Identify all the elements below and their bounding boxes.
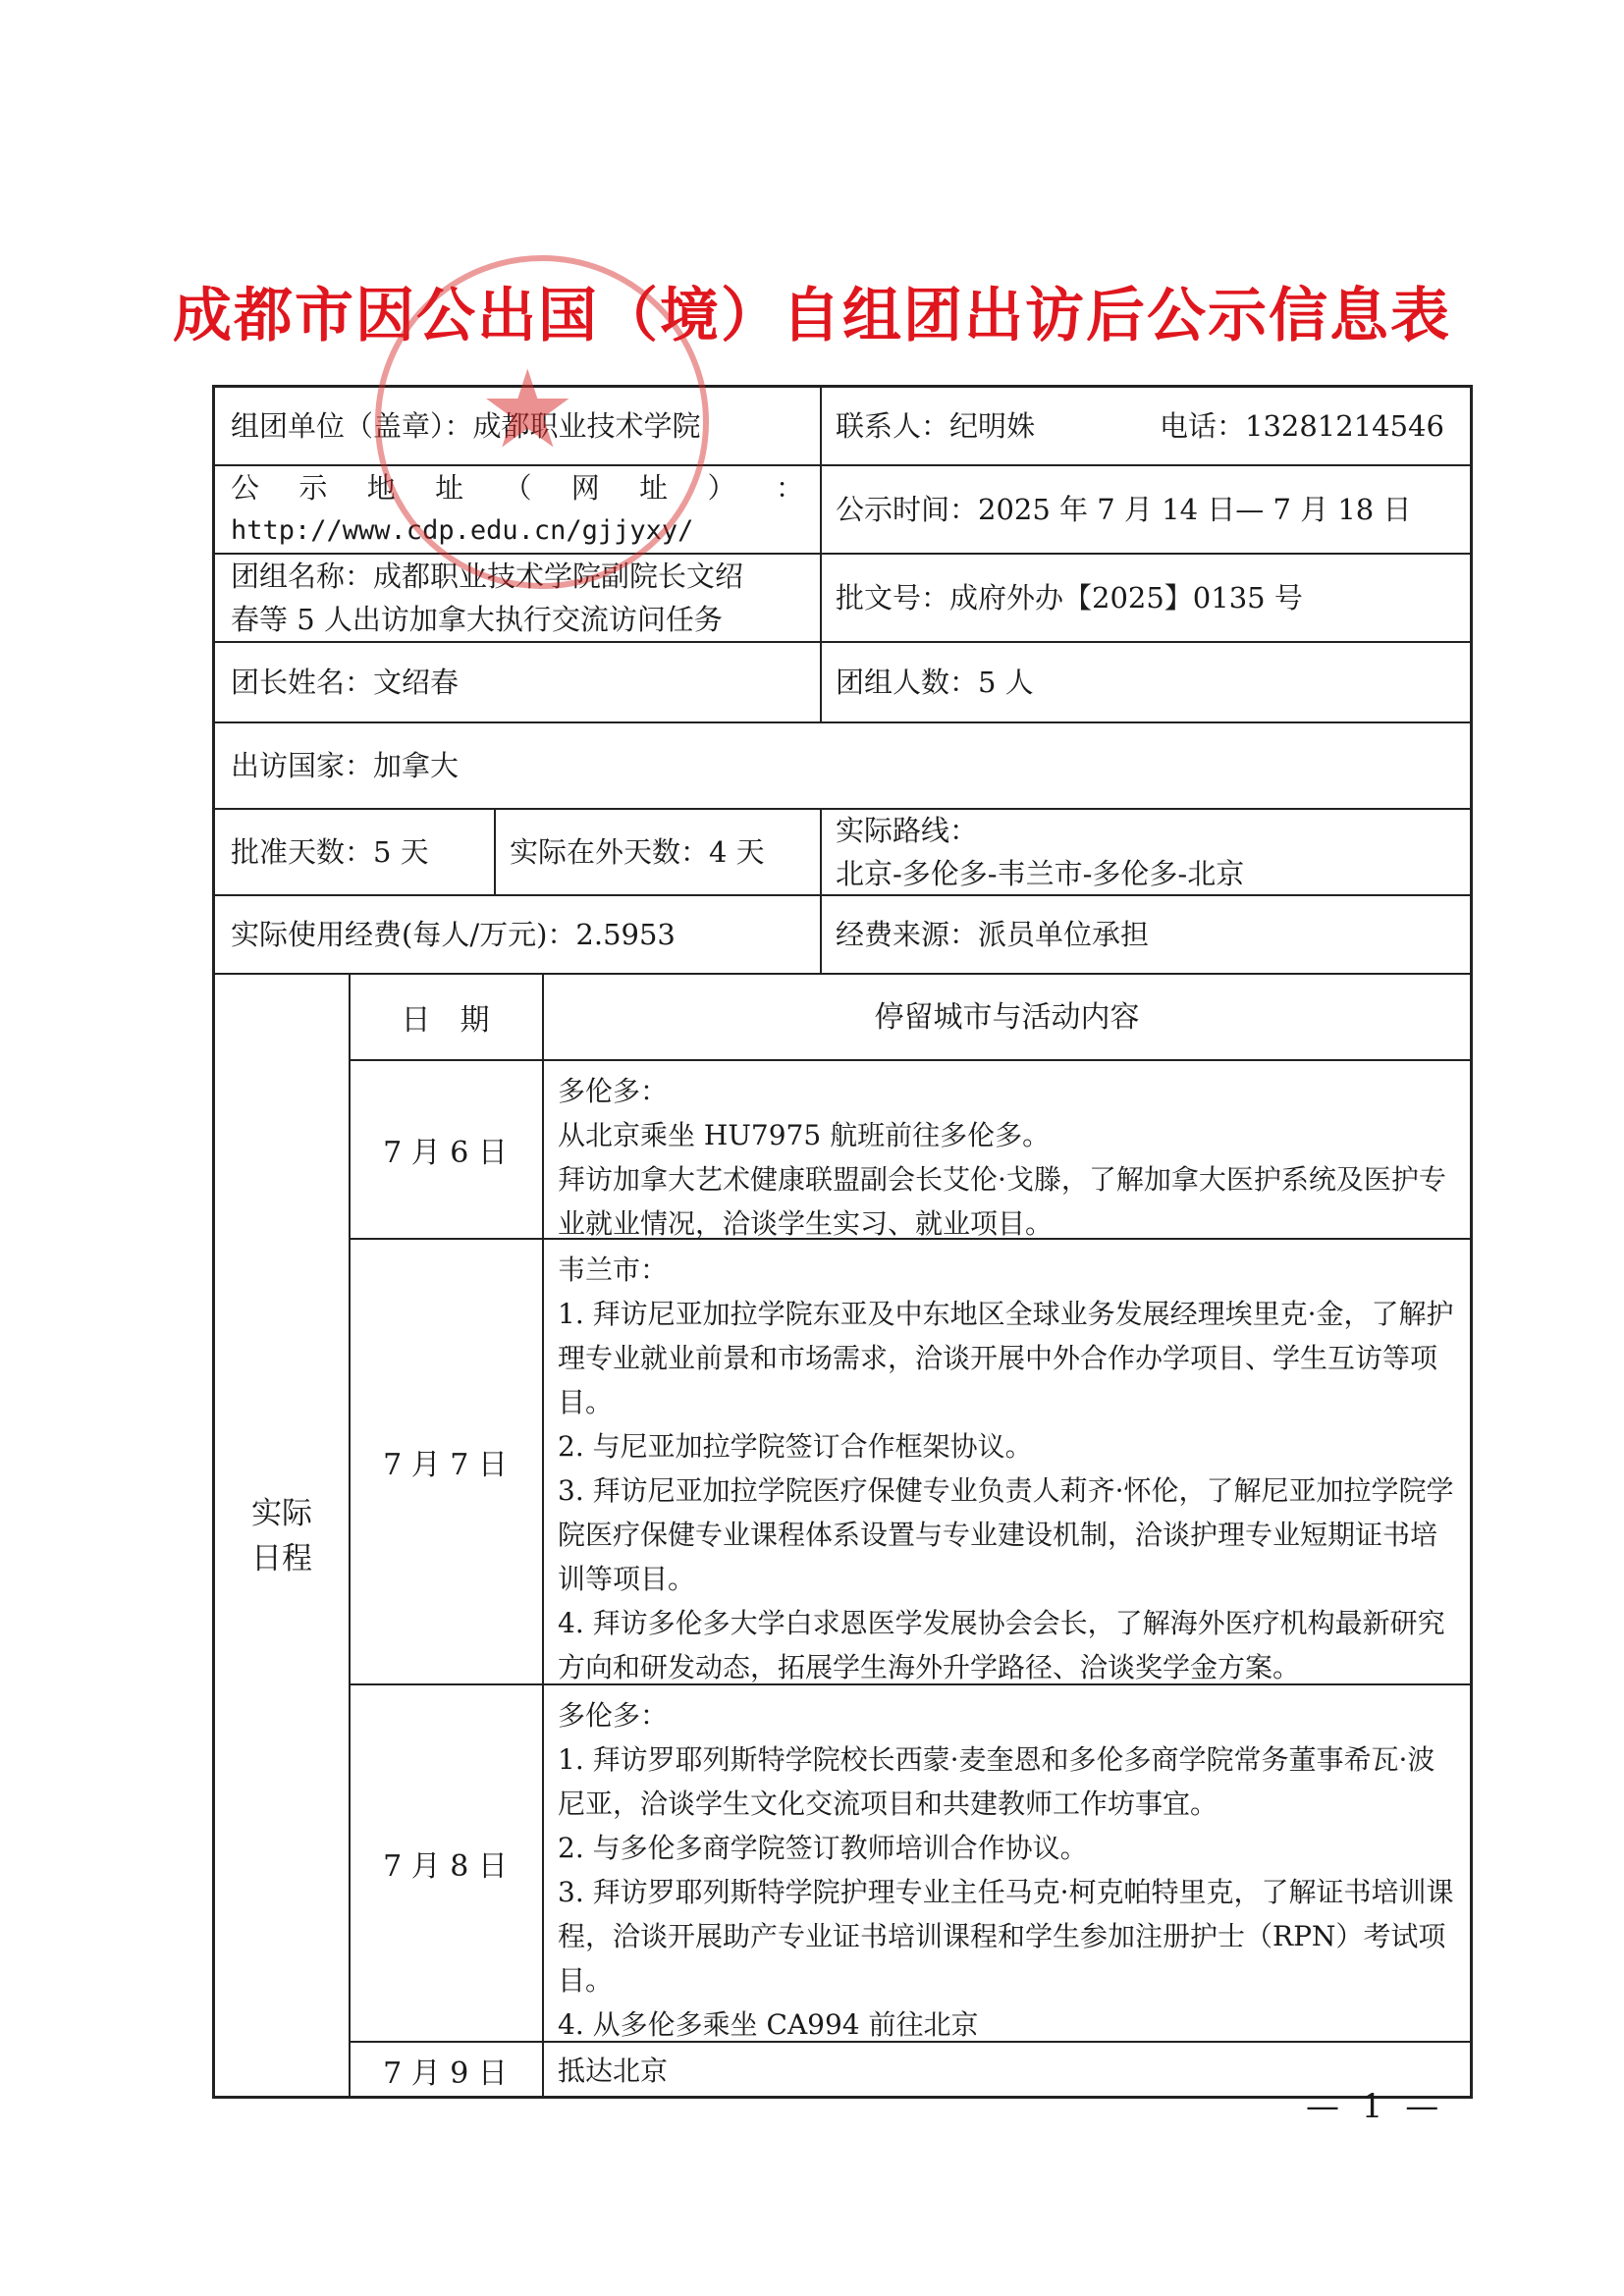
org-cell: 组团单位（盖章）：成都职业技术学院	[231, 409, 701, 443]
row-group	[215, 553, 1470, 641]
row-days	[215, 808, 1470, 894]
route-value: 北京-多伦多-韦兰市-多伦多-北京	[836, 857, 1245, 890]
official-seal	[375, 255, 709, 589]
funding-cell: 经费来源：派员单位承担	[836, 918, 1150, 951]
phone-cell: 电话：13281214546	[1160, 409, 1444, 443]
schedule-block	[215, 973, 1470, 2096]
header-content: 停留城市与活动内容	[542, 975, 1470, 1059]
approval-cell: 批文号：成府外办【2025】0135 号	[836, 581, 1303, 614]
leader-cell: 团长姓名：文绍春	[231, 666, 460, 699]
schedule-header	[349, 975, 1470, 1059]
page-number: — 1 —	[1306, 2087, 1445, 2126]
day-row-2	[349, 1683, 1470, 2041]
notice-time-cell: 公示时间：2025 年 7 月 14 日— 7 月 18 日	[836, 493, 1412, 526]
expense-cell: 实际使用经费(每人/万元)：2.5953	[231, 918, 676, 951]
day-activities: 多伦多： 1. 拜访罗耶列斯特学院校长西蒙·麦奎恩和多伦多商学院常务董事希瓦·波尼亚，洽谈学生文化交流项目和共建教师工作坊事宜。 2. 与多伦多商学院签订教师培训合作协议。 3. 拜访罗耶列斯特学院护理专业主任马克·柯克帕特里克，了解证书培训课程，洽谈开展助产专业证书培训课程和学生参加注册护士（RPN）考试项目。 4. 从多伦多乘坐 CA994 前往北京	[542, 1685, 1470, 2041]
members-cell: 团组人数：5 人	[836, 666, 1034, 699]
page-title: 成都市因公出国（境）自组团出访后公示信息表	[173, 282, 1451, 350]
actual-days-cell: 实际在外天数：4 天	[510, 835, 765, 869]
day-row-0	[349, 1059, 1470, 1238]
day-activities: 多伦多： 从北京乘坐 HU7975 航班前往多伦多。 拜访加拿大艺术健康联盟副会长艾伦·戈滕，了解加拿大医护系统及医护专业就业情况，洽谈学生实习、就业项目。	[542, 1061, 1470, 1238]
country-cell: 出访国家：加拿大	[231, 749, 460, 782]
contact-cell: 联系人：纪明姝	[836, 409, 1036, 443]
row-expense	[215, 894, 1470, 973]
day-activities: 抵达北京	[542, 2043, 1470, 2098]
day-date: 7 月 6 日	[383, 1136, 508, 1170]
day-date: 7 月 7 日	[383, 1448, 508, 1482]
day-row-1	[349, 1238, 1470, 1683]
row-country	[215, 721, 1470, 808]
header-date: 日 期	[401, 1003, 490, 1038]
day-date: 7 月 9 日	[383, 2056, 508, 2091]
address-url[interactable]: http://www.cdp.edu.cn/gjjyxy/	[231, 515, 694, 546]
info-table	[212, 385, 1473, 2099]
address-label: 公 示 地 址 （ 网 址 ） ：	[231, 471, 804, 505]
group-name-cell: 团组名称：成都职业技术学院副院长文绍 春等 5 人出访加拿大执行交流访问任务	[231, 560, 744, 636]
schedule-label: 实际 日程	[251, 1496, 312, 1576]
day-date: 7 月 8 日	[383, 1849, 508, 1884]
approved-days-cell: 批准天数：5 天	[231, 835, 429, 869]
day-activities: 韦兰市： 1. 拜访尼亚加拉学院东亚及中东地区全球业务发展经理埃里克·金，了解护理专业就业前景和市场需求，洽谈开展中外合作办学项目、学生互访等项目。 2. 与尼亚加拉学院签订合作框架协议。 3. 拜访尼亚加拉学院医疗保健专业负责人莉齐·怀伦，了解尼亚加拉学院学院医疗保健专业课程体系设置与专业建设机制，洽谈护理专业短期证书培训等项目。 4. 拜访多伦多大学白求恩医学发展协会会长，了解海外医疗机构最新研究方向和研发动态，拓展学生海外升学路径、洽谈奖学金方案。	[542, 1240, 1470, 1683]
row-leader	[215, 641, 1470, 721]
day-row-3	[349, 2041, 1470, 2098]
route-cell: 实际路线： 北京-多伦多-韦兰市-多伦多-北京	[820, 810, 1476, 894]
seal-star-icon: ★	[479, 347, 576, 472]
